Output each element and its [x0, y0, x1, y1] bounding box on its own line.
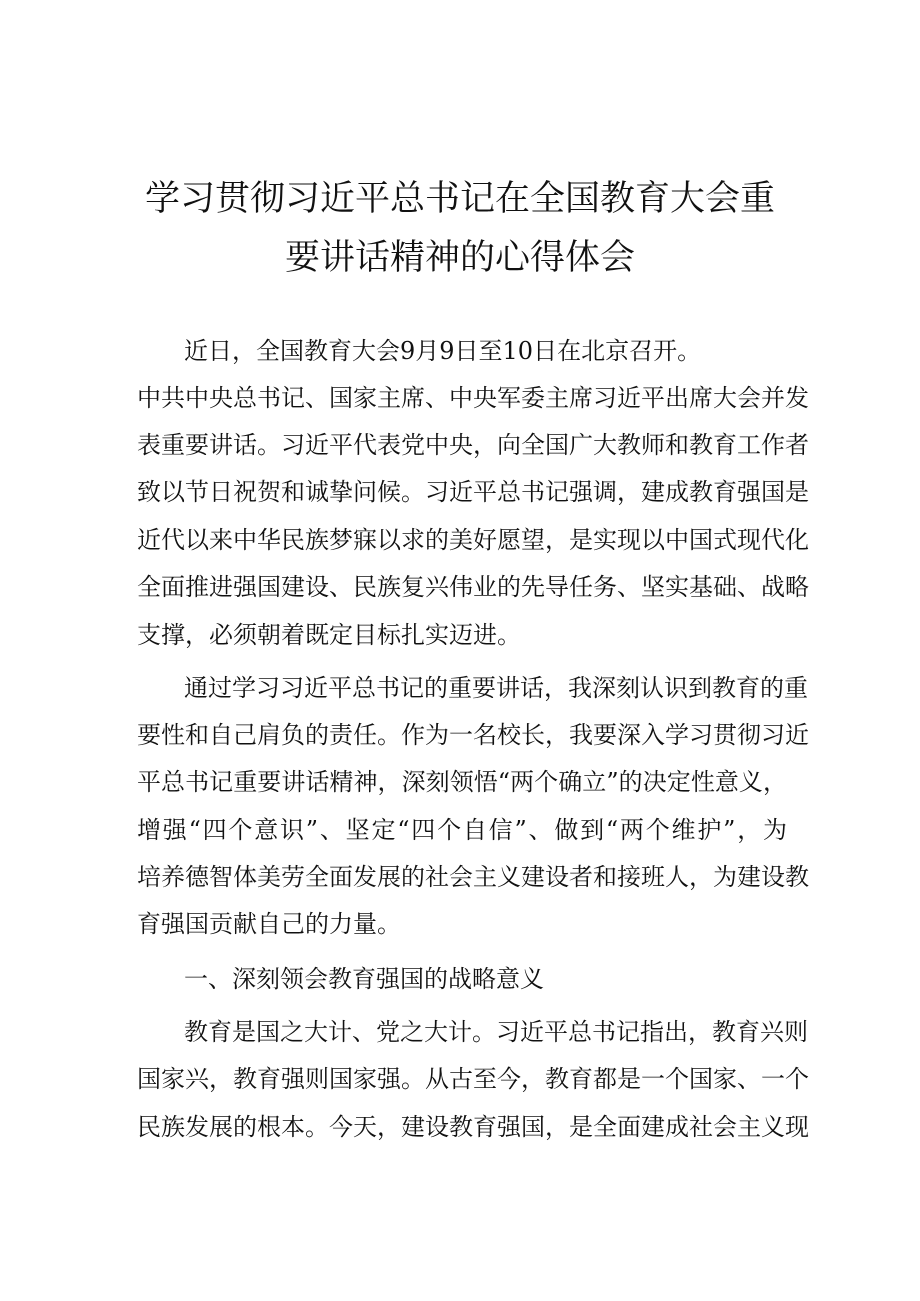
paragraph-2-line-6: 育强国贡献自己的力量。 — [137, 910, 401, 938]
paragraph-2-line-1: 通过学习习近平总书记的重要讲话，我深刻认识到教育的重 — [184, 674, 808, 702]
paragraph-2-line-2: 要性和自己肩负的责任。作为一名校长，我要深入学习贯彻习近 — [137, 721, 809, 749]
paragraph-1-line-5: 近代以来中华民族梦寐以求的美好愿望，是实现以中国式现代化 — [137, 526, 809, 554]
paragraph-3-line-2: 国家兴，教育强则国家强。从古至今，教育都是一个国家、一个 — [137, 1065, 809, 1093]
paragraph-3-line-3: 民族发展的根本。今天，建设教育强国，是全面建成社会主义现 — [137, 1113, 809, 1141]
section-heading-1: 一、深刻领会教育强国的战略意义 — [184, 965, 544, 993]
paragraph-2-line-3: 平总书记重要讲话精神，深刻领悟“两个确立”的决定性意义， — [137, 768, 787, 796]
paragraph-2-line-4: 增强“四个意识”、坚定“四个自信”、做到“两个维护”，为 — [137, 816, 787, 844]
paragraph-1-line-4: 致以节日祝贺和诚挚问候。习近平总书记强调，建成教育强国是 — [137, 478, 809, 506]
document-title-line-1: 学习贯彻习近平总书记在全国教育大会重 — [144, 179, 775, 219]
paragraph-1-line-7: 支撑，必须朝着既定目标扎实迈进。 — [137, 621, 521, 649]
paragraph-1-line-3: 表重要讲话。习近平代表党中央，向全国广大教师和教育工作者 — [137, 431, 809, 459]
document-title-line-2: 要讲话精神的心得体会 — [284, 238, 635, 278]
paragraph-2-line-5: 培养德智体美劳全面发展的社会主义建设者和接班人，为建设教 — [137, 863, 809, 891]
paragraph-1-line-6: 全面推进强国建设、民族复兴伟业的先导任务、坚实基础、战略 — [137, 573, 809, 601]
paragraph-1-line-2: 中共中央总书记、国家主席、中央军委主席习近平出席大会并发 — [137, 384, 809, 412]
paragraph-1-line-1: 近日，全国教育大会9月9日至10日在北京召开。 — [184, 337, 702, 365]
paragraph-3-line-1: 教育是国之大计、党之大计。习近平总书记指出，教育兴则 — [184, 1018, 808, 1046]
